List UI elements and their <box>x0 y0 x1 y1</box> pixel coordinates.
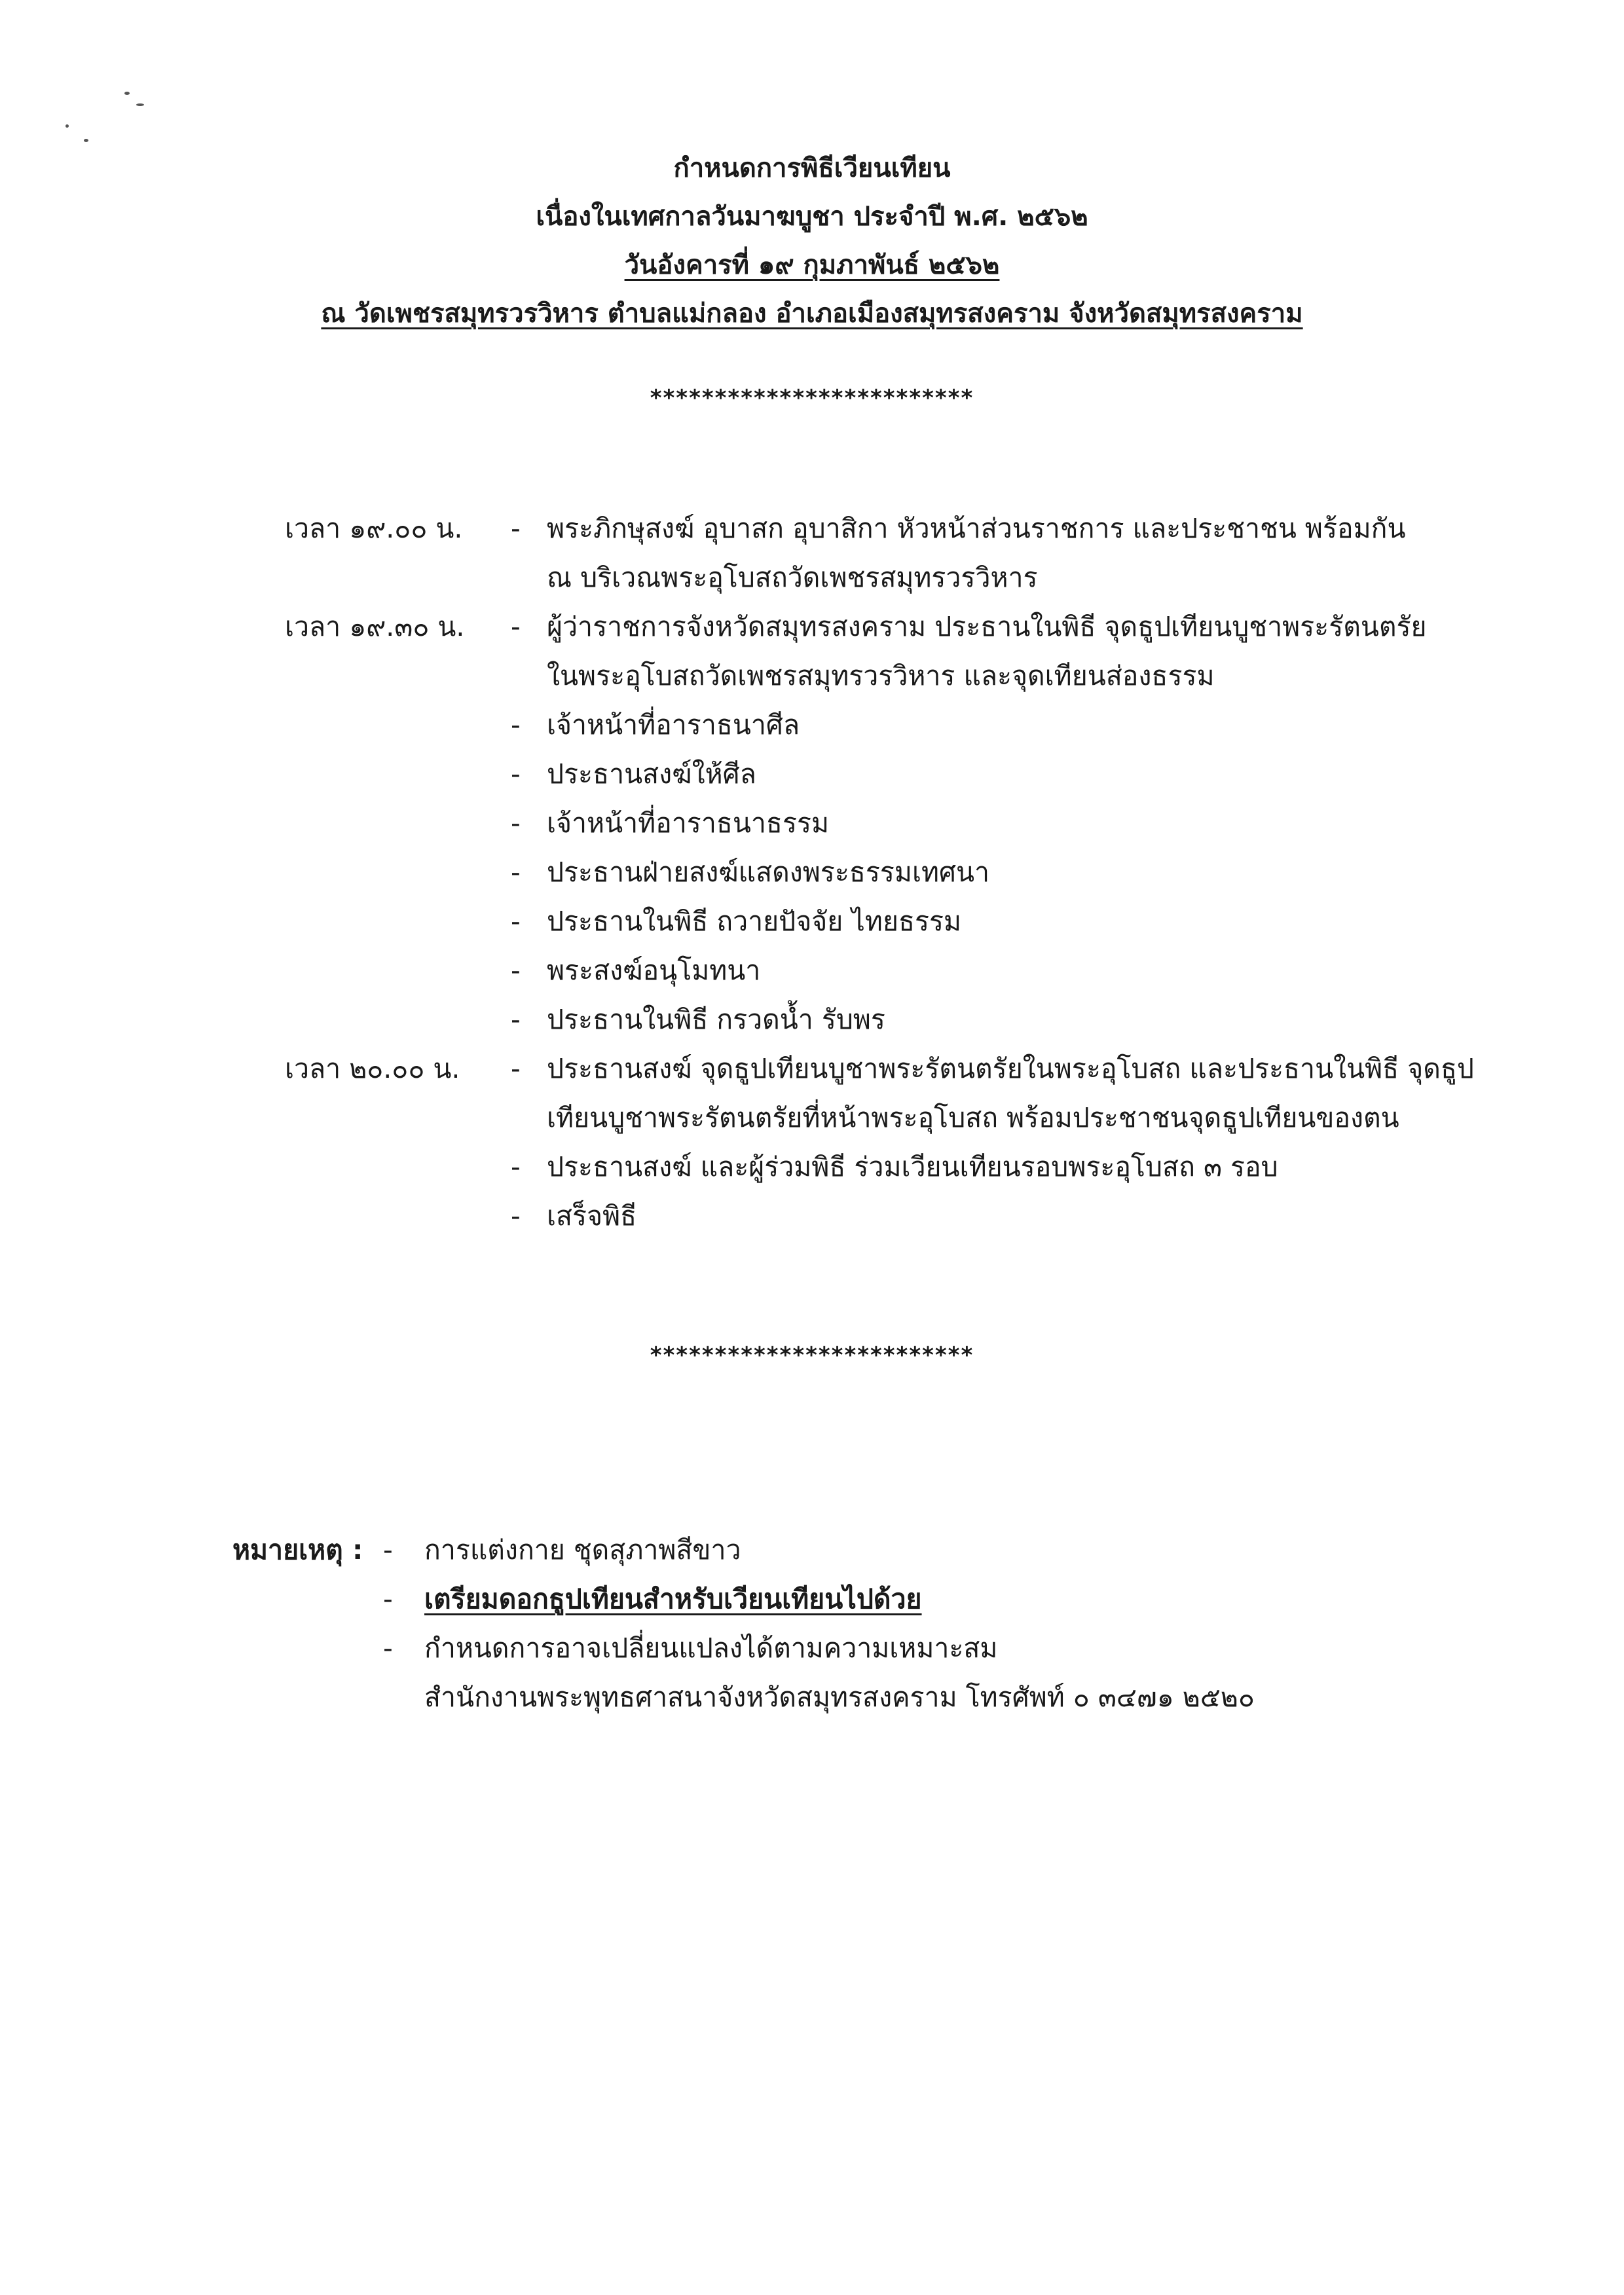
note-row <box>0 1624 1624 1673</box>
schedule-row <box>0 848 1624 897</box>
scan-speck <box>84 139 88 142</box>
scan-speck <box>136 103 144 106</box>
note-row <box>0 1526 1624 1575</box>
schedule-text: ประธานในพิธี ถวายปัจจัย ไทยธรรม <box>547 906 962 937</box>
schedule-row <box>0 799 1624 848</box>
bullet-dash: - <box>511 513 521 544</box>
bullet-dash: - <box>383 1534 393 1566</box>
schedule-row <box>0 946 1624 995</box>
ceremony-date: วันอังคารที่ ๑๙ กุมภาพันธ์ ๒๕๖๒ <box>624 250 1000 280</box>
schedule-text: ณ บริเวณพระอุโบสถวัดเพชรสมุทรวรวิหาร <box>547 562 1038 593</box>
schedule-row <box>0 652 1624 701</box>
schedule-row <box>0 897 1624 946</box>
schedule-text: พระสงฆ์อนุโมทนา <box>547 955 761 986</box>
schedule-time: เวลา ๒๐.๐๐ น. <box>285 1053 460 1084</box>
bullet-dash: - <box>511 1200 521 1232</box>
document-header <box>0 144 1624 338</box>
schedule-text: ประธานสงฆ์ และผู้ร่วมพิธี ร่วมเวียนเทียนรอบพระอุโบสถ ๓ รอบ <box>547 1151 1278 1183</box>
bullet-dash: - <box>511 1004 521 1035</box>
schedule-time: เวลา ๑๙.๐๐ น. <box>285 513 463 544</box>
schedule-text: เสร็จพิธี <box>547 1200 637 1232</box>
bullet-dash: - <box>511 611 521 642</box>
schedule-row <box>0 701 1624 750</box>
schedule-row <box>0 1192 1624 1241</box>
bullet-dash: - <box>383 1632 393 1664</box>
schedule-row <box>0 1093 1624 1143</box>
contact-line: สำนักงานพระพุทธศาสนาจังหวัดสมุทรสงคราม โทรศัพท์ ๐ ๓๔๗๑ ๒๕๒๐ <box>424 1681 1255 1713</box>
schedule-text: ประธานฝ่ายสงฆ์แสดงพระธรรมเทศนา <box>547 856 990 888</box>
document-title: กำหนดการพิธีเวียนเทียน <box>673 153 951 183</box>
note-item-emphasized: เตรียมดอกธูปเทียนสำหรับเวียนเทียนไปด้วย <box>424 1583 922 1615</box>
note-item: การแต่งกาย ชุดสุภาพสีขาว <box>424 1534 741 1566</box>
schedule-row <box>0 553 1624 602</box>
schedule-row <box>0 995 1624 1044</box>
scan-speck <box>65 124 69 128</box>
schedule-text: ประธานสงฆ์ จุดธูปเทียนบูชาพระรัตนตรัยในพระอุโบสถ และประธานในพิธี จุดธูป <box>547 1053 1474 1084</box>
schedule-row <box>0 602 1624 652</box>
schedule-text: ประธานสงฆ์ให้ศีล <box>547 758 756 790</box>
bullet-dash: - <box>511 1151 521 1183</box>
ceremony-location: ณ วัดเพชรสมุทรวรวิหาร ตำบลแม่กลอง อำเภอเมืองสมุทรสงคราม จังหวัดสมุทรสงคราม <box>321 299 1303 329</box>
schedule-row <box>0 750 1624 799</box>
note-label: หมายเหตุ : <box>232 1534 363 1566</box>
bullet-dash: - <box>511 955 521 986</box>
schedule-row <box>0 504 1624 553</box>
separator-bottom: ************************* <box>650 1342 974 1368</box>
schedule-row <box>0 1143 1624 1192</box>
scan-speck <box>124 92 130 95</box>
bullet-dash: - <box>511 758 521 790</box>
schedule-text: ในพระอุโบสถวัดเพชรสมุทรวรวิหาร และจุดเทียนส่องธรรม <box>547 660 1215 691</box>
bullet-dash: - <box>511 856 521 888</box>
schedule-text: ประธานในพิธี กรวดน้ำ รับพร <box>547 1004 885 1035</box>
bullet-dash: - <box>511 1053 521 1084</box>
schedule-time: เวลา ๑๙.๓๐ น. <box>285 611 465 642</box>
bullet-dash: - <box>511 906 521 937</box>
document-subtitle: เนื่องในเทศกาลวันมาฆบูชา ประจำปี พ.ศ. ๒๕๖๒ <box>536 202 1088 232</box>
schedule-row <box>0 1044 1624 1093</box>
bullet-dash: - <box>511 807 521 839</box>
schedule-text: ผู้ว่าราชการจังหวัดสมุทรสงคราม ประธานในพิธี จุดธูปเทียนบูชาพระรัตนตรัย <box>547 611 1427 642</box>
schedule-text: เจ้าหน้าที่อาราธนาศีล <box>547 709 800 741</box>
note-row <box>0 1575 1624 1624</box>
note-item: กำหนดการอาจเปลี่ยนแปลงได้ตามความเหมาะสม <box>424 1632 998 1664</box>
schedule-text: พระภิกษุสงฆ์ อุบาสก อุบาสิกา หัวหน้าส่วนราชการ และประชาชน พร้อมกัน <box>547 513 1406 544</box>
schedule-list <box>0 504 1624 1241</box>
separator-top: ************************* <box>650 385 974 411</box>
note-row <box>0 1673 1624 1722</box>
bullet-dash: - <box>511 709 521 741</box>
schedule-text: เจ้าหน้าที่อาราธนาธรรม <box>547 807 830 839</box>
bullet-dash: - <box>383 1583 393 1615</box>
schedule-text: เทียนบูชาพระรัตนตรัยที่หน้าพระอุโบสถ พร้อมประชาชนจุดธูปเทียนของตน <box>547 1102 1399 1133</box>
note-section <box>0 1526 1624 1722</box>
